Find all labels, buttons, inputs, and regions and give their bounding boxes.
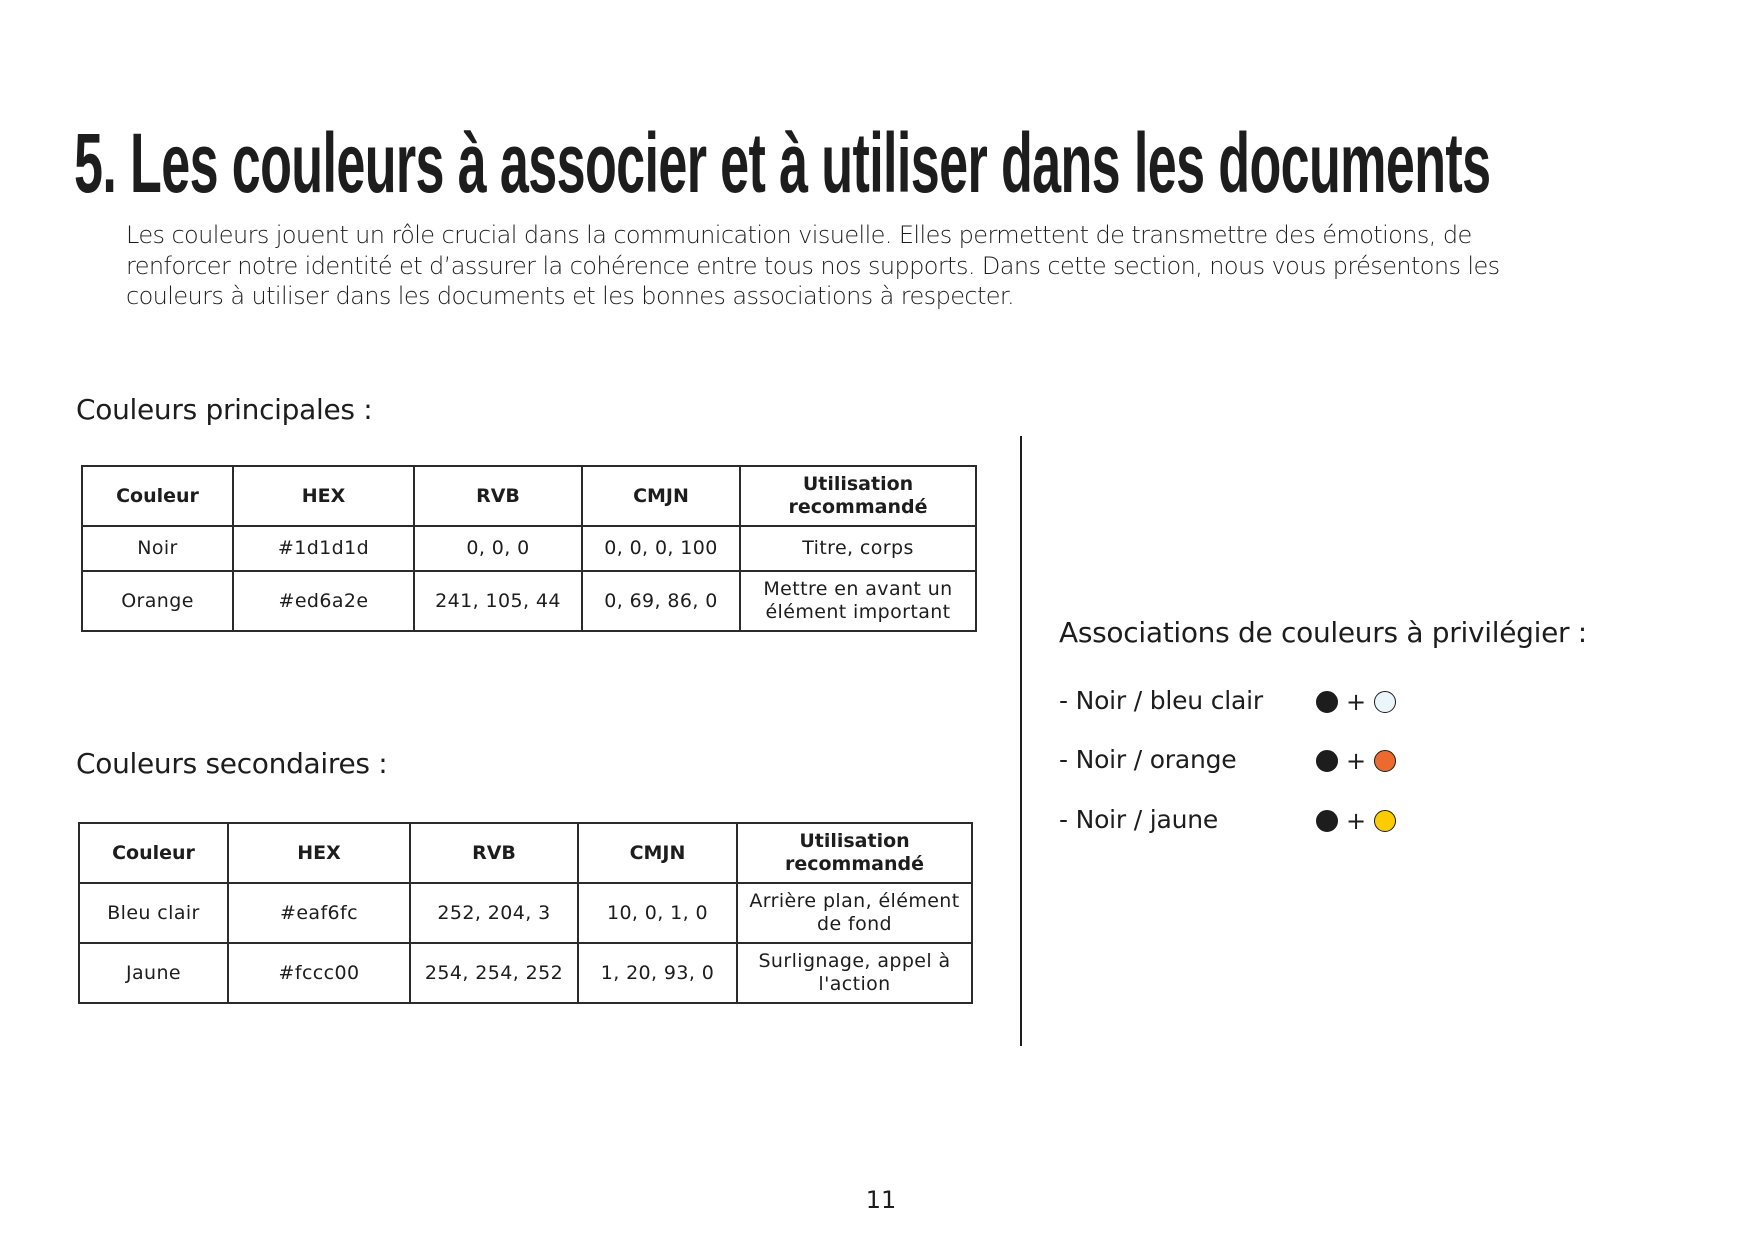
- secondary-colors-heading: Couleurs secondaires :: [76, 747, 388, 780]
- vertical-divider: [1020, 436, 1022, 1046]
- black-dot-icon: [1316, 810, 1338, 832]
- cell-hex: #ed6a2e: [233, 571, 414, 631]
- association-label: - Noir / bleu clair: [1059, 686, 1263, 715]
- secondary-colors-table: [78, 822, 973, 1004]
- plus-sign: +: [1346, 747, 1367, 775]
- association-label: - Noir / orange: [1059, 745, 1237, 774]
- header-cmjn: CMJN: [582, 466, 740, 526]
- table-row: [79, 943, 972, 1003]
- cell-hex: #fccc00: [228, 943, 410, 1003]
- primary-colors-table: [81, 465, 977, 632]
- table-row: [79, 883, 972, 943]
- light-blue-dot-icon: [1374, 691, 1396, 713]
- intro-paragraph: [126, 220, 1576, 312]
- cell-cmjn: 0, 69, 86, 0: [582, 571, 740, 631]
- plus-sign: +: [1346, 688, 1367, 716]
- primary-colors-heading: Couleurs principales :: [76, 393, 373, 426]
- cell-name: Orange: [82, 571, 233, 631]
- cell-usage: Arrière plan, élément de fond: [737, 883, 972, 943]
- cell-cmjn: 10, 0, 1, 0: [578, 883, 737, 943]
- cell-cmjn: 0, 0, 0, 100: [582, 526, 740, 571]
- yellow-dot-icon: [1374, 810, 1396, 832]
- header-couleur: Couleur: [79, 823, 228, 883]
- plus-sign: +: [1346, 807, 1367, 835]
- association-swatches: [1316, 688, 1396, 716]
- cell-usage: Mettre en avant un élément important: [740, 571, 976, 631]
- page-title: 5. Les couleurs à associer et à utiliser dans les documents: [74, 116, 1491, 211]
- header-usage: Utilisation recommandé: [740, 466, 976, 526]
- header-couleur: Couleur: [82, 466, 233, 526]
- cell-rvb: 0, 0, 0: [414, 526, 582, 571]
- intro-line: renforcer notre identité et d’assurer la cohérence entre tous nos supports. Dans cette section, nous vous présentons les: [126, 251, 1500, 280]
- black-dot-icon: [1316, 750, 1338, 772]
- cell-hex: #1d1d1d: [233, 526, 414, 571]
- header-hex: HEX: [228, 823, 410, 883]
- black-dot-icon: [1316, 691, 1338, 713]
- cell-usage: Titre, corps: [740, 526, 976, 571]
- header-cmjn: CMJN: [578, 823, 737, 883]
- association-swatches: [1316, 747, 1396, 775]
- page-number: 11: [865, 1186, 897, 1214]
- cell-name: Bleu clair: [79, 883, 228, 943]
- table-header-row: [82, 466, 976, 526]
- cell-usage: Surlignage, appel à l'action: [737, 943, 972, 1003]
- cell-rvb: 252, 204, 3: [410, 883, 578, 943]
- cell-hex: #eaf6fc: [228, 883, 410, 943]
- table-row: [82, 571, 976, 631]
- associations-heading: Associations de couleurs à privilégier :: [1059, 616, 1587, 649]
- table-row: [82, 526, 976, 571]
- header-hex: HEX: [233, 466, 414, 526]
- cell-name: Jaune: [79, 943, 228, 1003]
- cell-rvb: 254, 254, 252: [410, 943, 578, 1003]
- cell-name: Noir: [82, 526, 233, 571]
- header-rvb: RVB: [410, 823, 578, 883]
- intro-line: Les couleurs jouent un rôle crucial dans la communication visuelle. Elles permettent de transmettre des émotions, de: [126, 221, 1472, 249]
- header-rvb: RVB: [414, 466, 582, 526]
- cell-rvb: 241, 105, 44: [414, 571, 582, 631]
- association-label: - Noir / jaune: [1059, 805, 1219, 834]
- cell-cmjn: 1, 20, 93, 0: [578, 943, 737, 1003]
- association-swatches: [1316, 807, 1396, 835]
- orange-dot-icon: [1374, 750, 1396, 772]
- table-header-row: [79, 823, 972, 883]
- intro-line: couleurs à utiliser dans les documents et les bonnes associations à respecter.: [126, 282, 1015, 310]
- header-usage: Utilisation recommandé: [737, 823, 972, 883]
